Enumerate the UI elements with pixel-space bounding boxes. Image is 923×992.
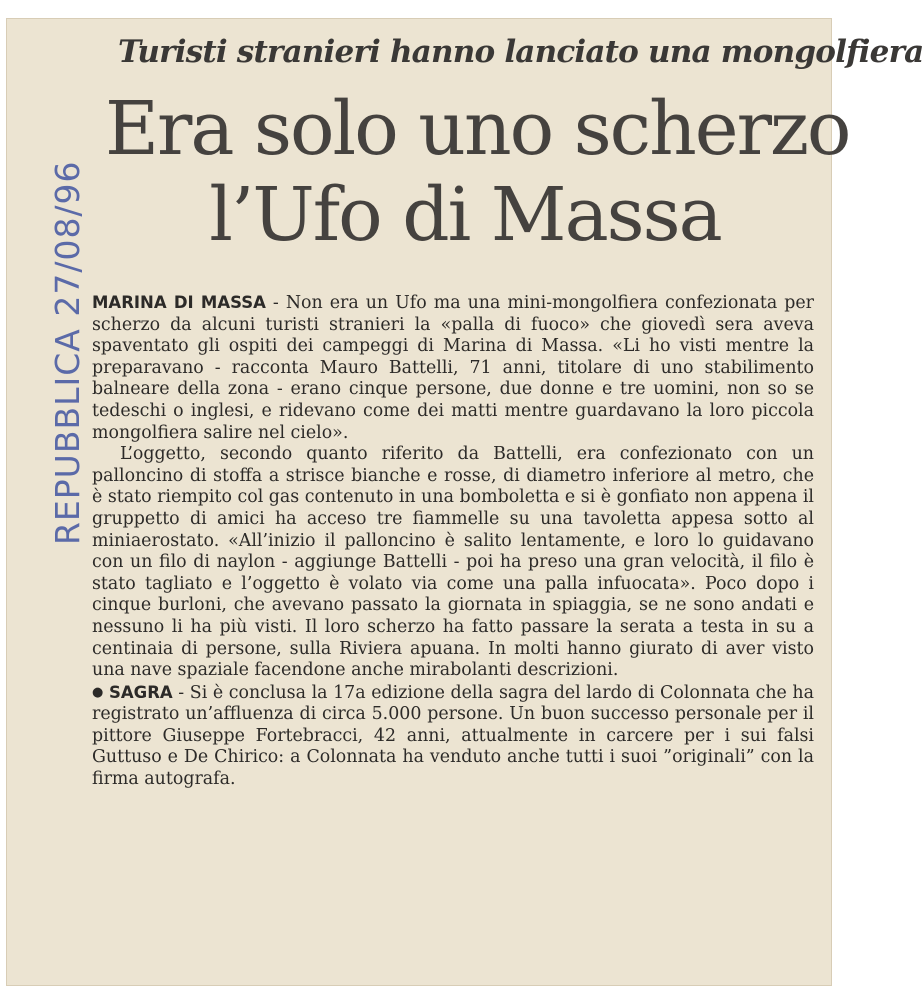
handwritten-source-note: REPUBBLICA 27/08/96 [48, 160, 87, 545]
article-kicker: Turisti stranieri hanno lanciato una mongolfiera [118, 34, 923, 70]
paragraph-3-text: - Si è conclusa la 17a edizione della sagra del lardo di Colonnata che ha registrato un’affluenza di circa 5.000 persone. Un buon successo personale per il pittore Giuseppe Fortebracci, 42 anni, attualmente in carcere per i sui falsi Guttuso e De Chirico: a Colonnata ha venduto anche tutti i suoi ”originali” con la firma autografa. [92, 682, 814, 790]
headline-line-2: l’Ufo di Massa [209, 172, 721, 258]
section-lead-sagra: SAGRA [109, 682, 173, 702]
paragraph-1-text: - Non era un Ufo ma una mini-mongolfiera confezionata per scherzo da alcuni turisti stranieri la «palla di fuoco» che giovedì sera aveva spaventato gli ospiti dei campeggi di Marina di Massa. «Li ho visti mentre la preparavano - racconta Mauro Battelli, 71 anni, titolare di uno stabilimento balneare della zona - erano cinque persone, due donne e tre uomini, non so se tedeschi o inglesi, e ridevano come dei matti mentre guardavano la loro piccola mongolfiera salire nel cielo». [92, 293, 814, 443]
paragraph-2: L’oggetto, secondo quanto riferito da Battelli, era confezionato con un palloncino di stoffa a strisce bianche e rosse, di diametro inferiore al metro, che è stato riempito col gas contenuto in una bomboletta e si è gonfiato non appena il gruppetto di amici ha acceso tre fiammelle su una tavoletta appesa sotto al miniaerostato. «All’inizio il palloncino è salito lentamente, e loro lo guidavano con un filo di naylon - aggiunge Battelli - poi ha preso una gran velocità, il filo è stato tagliato e l’oggetto è volato via come una palla infuocata». Poco dopo i cinque burloni, che avevano passato la giornata in spiaggia, se ne sono andati e nessuno li ha più visti. Il loro scherzo ha fatto passare la serata a testa in su a centinaia di persone, sulla Riviera apuana. In molti hanno giurato di aver visto una nave spaziale facendone anche mirabolanti descrizioni. [92, 444, 814, 681]
bullet-icon: ● [92, 684, 104, 700]
article-headline [105, 86, 850, 258]
paragraph-1 [92, 292, 814, 444]
headline-line-1: Era solo uno scherzo [105, 86, 850, 172]
dateline: MARINA DI MASSA [92, 293, 266, 312]
article-body [92, 292, 814, 791]
paragraph-3 [92, 682, 814, 791]
